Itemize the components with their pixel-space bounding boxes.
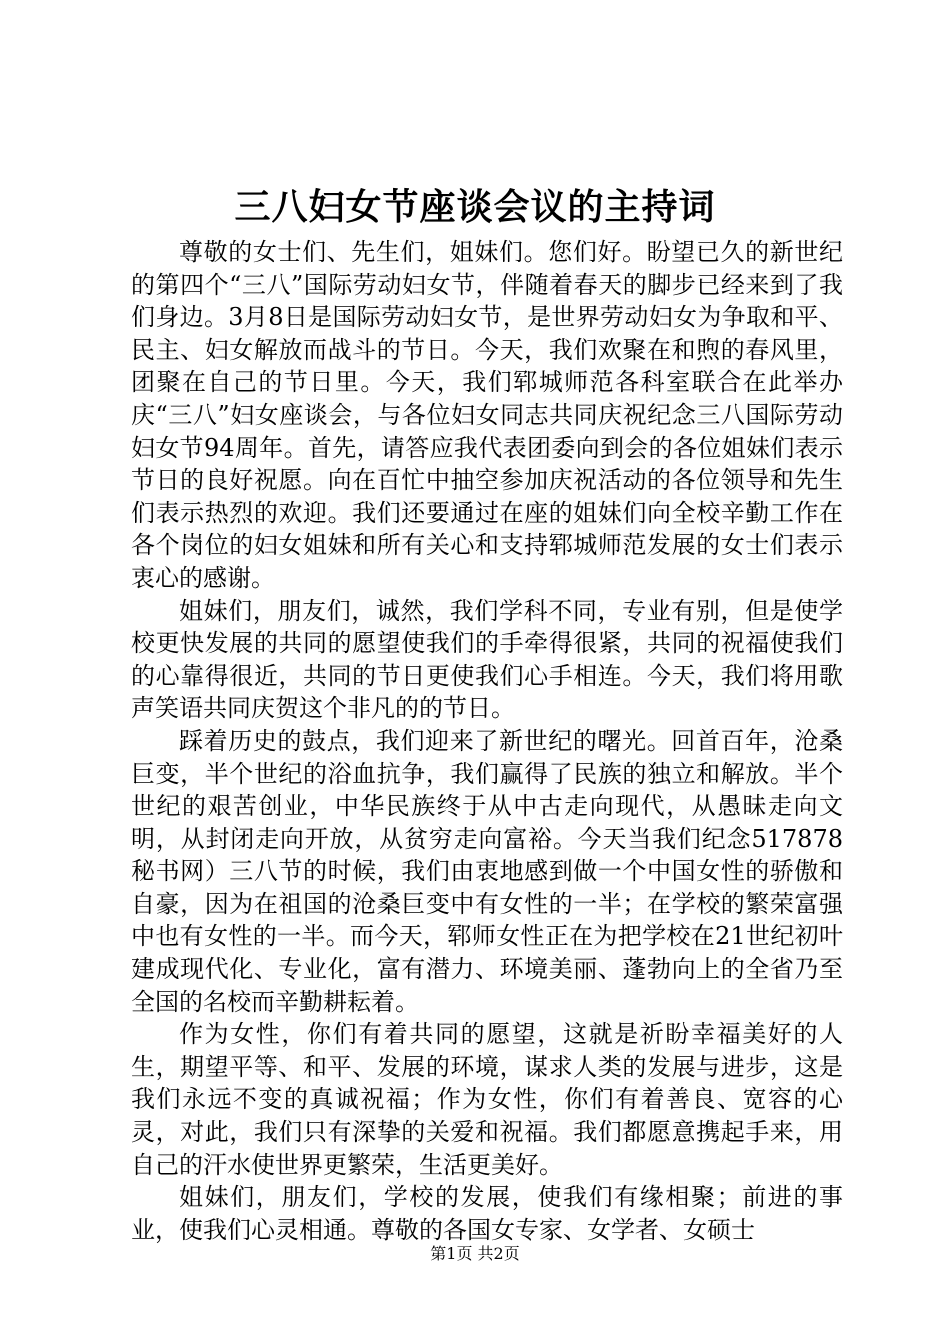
paragraph-2: 姐妹们，朋友们，诚然，我们学科不同，专业有别，但是使学校更快发展的共同的愿望使我们的手牵得很紧，共同的祝福使我们的心靠得很近，共同的节日更使我们心手相连。今天，我们将用歌声笑语共同庆贺这个非凡的的节日。 xyxy=(131,596,843,723)
paragraph-5: 姐妹们，朋友们，学校的发展，使我们有缘相聚；前进的事业，使我们心灵相通。尊敬的各国女专家、女学者、女硕士 xyxy=(131,1183,843,1244)
paragraph-3: 踩着历史的鼓点，我们迎来了新世纪的曙光。回首百年，沧桑巨变，半个世纪的浴血抗争，我们赢得了民族的独立和解放。半个世纪的艰苦创业，中华民族终于从中古走向现代，从愚昧走向文明，从封闭走向开放，从贫穷走向富裕。今天当我们纪念517878秘书网）三八节的时候，我们由衷地感到做一个中国女性的骄傲和自豪，因为在祖国的沧桑巨变中有女性的一半；在学校的繁荣富强中也有女性的一半。而今天，郓师女性正在为把学校在21世纪初叶建成现代化、专业化，富有潜力、环境美丽、蓬勃向上的全省乃至全国的名校而辛勤耕耘着。 xyxy=(131,726,843,1016)
paragraph-4: 作为女性，你们有着共同的愿望，这就是祈盼幸福美好的人生，期望平等、和平、发展的环境，谋求人类的发展与进步，这是我们永远不变的真诚祝福；作为女性，你们有着善良、宽容的心灵，对此，我们只有深挚的关爱和祝福。我们都愿意携起手来，用自己的汗水使世界更繁荣，生活更美好。 xyxy=(131,1020,843,1179)
page-number-footer: 第1页 共2页 xyxy=(430,1244,520,1263)
document-body xyxy=(131,236,843,1246)
document-title: 三八妇女节座谈会议的主持词 xyxy=(234,186,716,228)
paragraph-1: 尊敬的女士们、先生们，姐妹们。您们好。盼望已久的新世纪的第四个“三八”国际劳动妇女节，伴随着春天的脚步已经来到了我们身边。3月8日是国际劳动妇女节，是世界劳动妇女为争取和平、民主、妇女解放而战斗的节日。今天，我们欢聚在和煦的春风里，团聚在自己的节日里。今天，我们郓城师范各科室联合在此举办庆“三八”妇女座谈会，与各位妇女同志共同庆祝纪念三八国际劳动妇女节94周年。首先，请答应我代表团委向到会的各位姐妹们表示节日的良好祝愿。向在百忙中抽空参加庆祝活动的各位领导和先生们表示热烈的欢迎。我们还要通过在座的姐妹们向全校辛勤工作在各个岗位的妇女姐妹和所有关心和支持郓城师范发展的女士们表示衷心的感谢。 xyxy=(131,238,843,592)
